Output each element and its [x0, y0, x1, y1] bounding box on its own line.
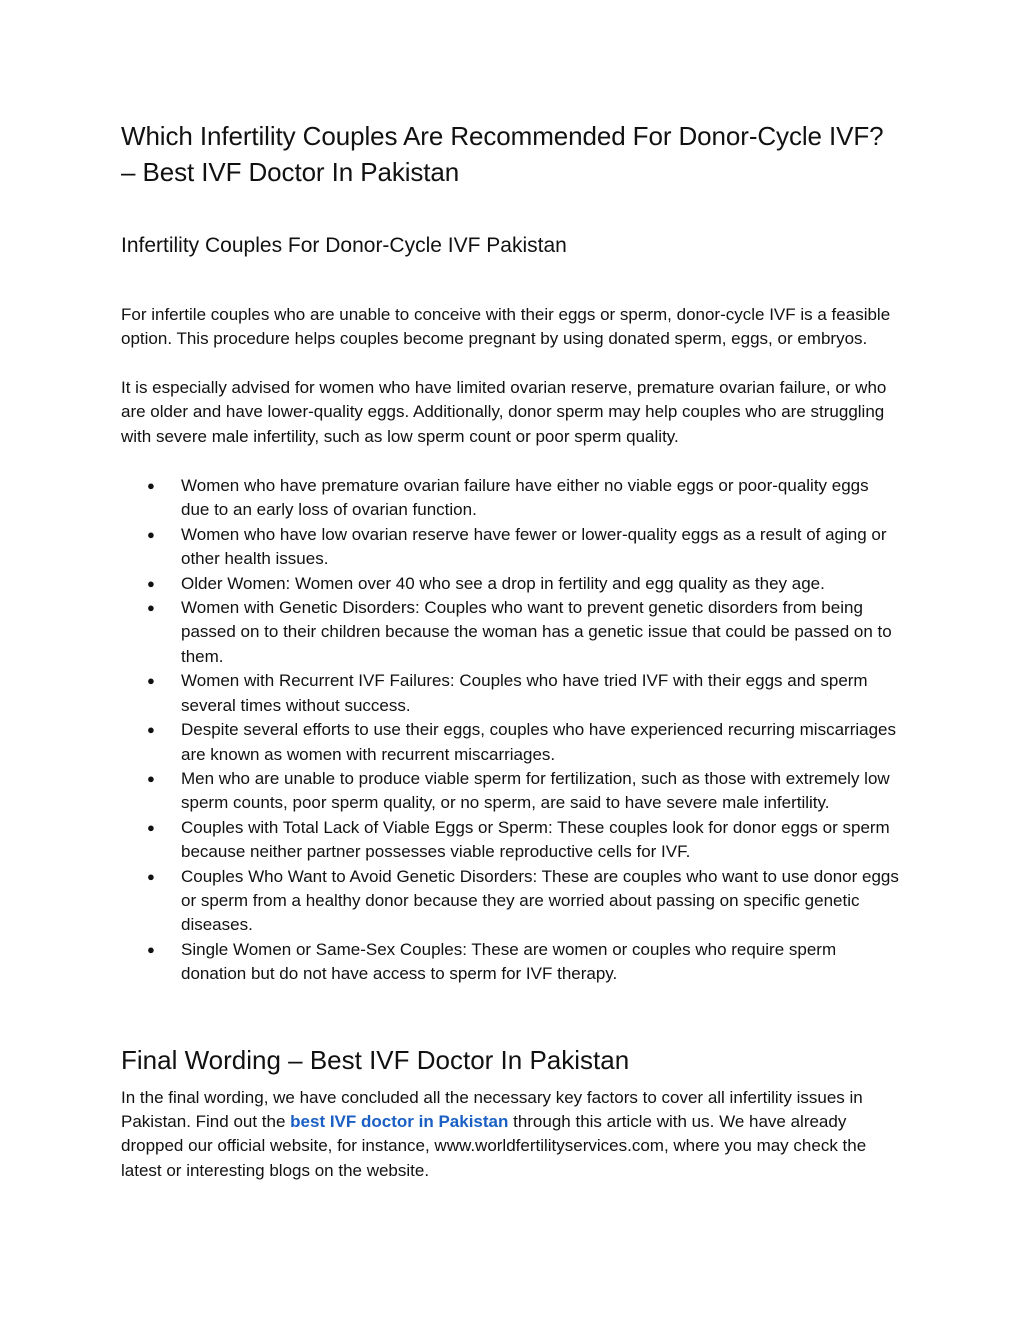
bullet-icon: ●: [147, 868, 155, 884]
section-subtitle: Infertility Couples For Donor-Cycle IVF Pakistan: [121, 234, 567, 257]
list-item: ● Single Women or Same-Sex Couples: These are women or couples who require sperm donation but do not have access to sperm for IVF therapy.: [147, 939, 837, 984]
intro-paragraph: For infertile couples who are unable to conceive with their eggs or sperm, donor-cycle IVF is a feasible option. This procedure helps couples become pregnant by using donated sperm, eggs, or embryos.: [121, 305, 891, 349]
candidate-list: [121, 474, 901, 987]
list-item: ● Couples Who Want to Avoid Genetic Disorders: These are couples who want to use donor eggs or sperm from a healthy donor because they are worried about passing on specific genetic diseases.: [147, 866, 899, 935]
document-page: [121, 118, 901, 1183]
list-item: ● Older Women: Women over 40 who see a drop in fertility and egg quality as they age.: [121, 572, 901, 596]
bullet-icon: ●: [147, 575, 155, 591]
bullet-icon: ●: [147, 770, 155, 786]
bullet-icon: ●: [147, 722, 155, 738]
list-item: ● Men who are unable to produce viable sperm for fertilization, such as those with extremely low sperm counts, poor sperm quality, or no sperm, are said to have severe male infertility.: [147, 768, 890, 813]
bullet-icon: ●: [147, 526, 155, 542]
list-item: ● Women with Recurrent IVF Failures: Couples who have tried IVF with their eggs and sperm several times without success.: [147, 671, 868, 715]
final-heading: Final Wording – Best IVF Doctor In Pakistan: [121, 1044, 630, 1075]
bullet-icon: ●: [147, 478, 155, 494]
list-item: ● Despite several efforts to use their eggs, couples who have experienced recurring miscarriages are known as women with recurrent miscarriages.: [147, 720, 896, 764]
document-title: Which Infertility Couples Are Recommended For Donor-Cycle IVF? – Best IVF Doctor In Pakistan: [121, 121, 884, 187]
bullet-icon: ●: [147, 941, 155, 957]
advice-paragraph: It is especially advised for women who have limited ovarian reserve, premature ovarian failure, or who are older and have lower-quality eggs. Additionally, donor sperm may help couples who are struggling with severe male infertility, such as low sperm count or poor sperm quality.: [121, 377, 887, 446]
list-item: ● Women who have low ovarian reserve have fewer or lower-quality eggs as a result of aging or other health issues.: [147, 524, 887, 569]
bullet-icon: ●: [147, 819, 155, 835]
list-item: ● Women with Genetic Disorders: Couples who want to prevent genetic disorders from being passed on to their children because the woman has a genetic issue that could be passed on to them.: [147, 598, 892, 666]
list-item: ● Couples with Total Lack of Viable Eggs or Sperm: These couples look for donor eggs or sperm because neither partner possesses viable reproductive cells for IVF.: [147, 817, 890, 862]
list-item: ● Women who have premature ovarian failure have either no viable eggs or poor-quality eggs due to an early loss of ovarian function.: [147, 476, 869, 520]
bullet-icon: ●: [147, 600, 155, 616]
final-paragraph: In the final wording, we have concluded all the necessary key factors to cover all infertility issues in Pakistan. Find out the best IVF doctor in Pakistan through this article with us. We have already dropped our official website, for instance, www.worldfertilityservices.com, where you may check the latest or interesting blogs on the website.: [121, 1087, 867, 1180]
bullet-icon: ●: [147, 673, 155, 689]
best-ivf-doctor-link[interactable]: best IVF doctor in Pakistan: [290, 1111, 509, 1131]
